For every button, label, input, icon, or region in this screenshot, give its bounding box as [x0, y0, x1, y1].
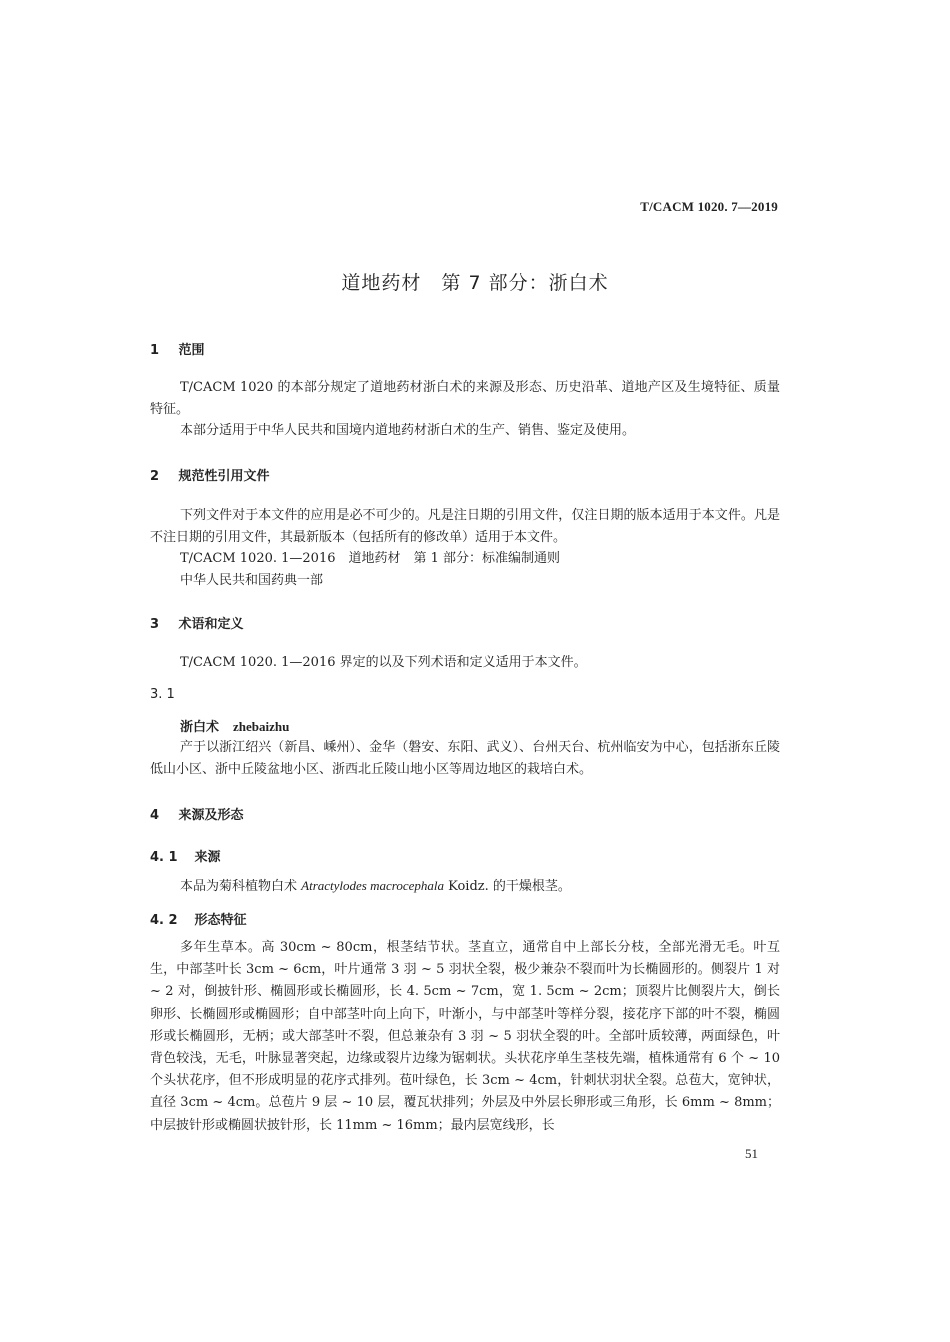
morphology-paragraph: 多年生草本。高 30cm ~ 80cm，根茎结节状。茎直立，通常自中上部长分枝，全部光滑无毛。叶互生，中部茎叶长 3cm ~ 6cm，叶片通常 3 羽 ~ 5 羽状全裂，极少兼杂不裂而叶为长椭圆形的。侧裂片 1 对 ~ 2 对，倒披针形、椭圆形或长椭圆形，长 4. 5cm ~ 7cm，宽 1. 5cm ~ 2cm；顶裂片比侧裂片大，倒长卵形、长椭圆形或椭圆形；自中部茎叶向上向下，叶渐小，与中部茎叶等样分裂，接花序下部的叶不裂，椭圆形或长椭圆形，无柄；或大部茎叶不裂，但总兼杂有 3 羽 ~ 5 羽状全裂的叶。全部叶质较薄，两面绿色，叶背色较浅，无毛，叶脉显著突起，边缘或裂片边缘为锯刺状。头状花序单生茎枝先端，植株通常有 6 个 ~ 10 个头状花序，但不形成明显的花序式排列。苞叶绿色，长 3cm ~ 4cm，针刺状羽状全裂。总苞大，宽钟状，直径 3cm ~ 4cm。总苞片 9 层 ~ 10 层，覆瓦状排列；外层及中外层长卵形或三角形，长 6mm ~ 8mm；中层披针形或椭圆状披针形，长 11mm ~ 16mm；最内层宽线形，长: [150, 940, 780, 1133]
term-entry: [180, 716, 289, 739]
source-text-after: Koidz. 的干燥根茎。: [443, 879, 571, 894]
subsection-4-2-heading: [150, 909, 247, 928]
section-title: 范围: [178, 343, 205, 358]
section-number: 1: [150, 343, 160, 358]
page-number: 51: [745, 1146, 758, 1161]
reference-item-2: 中华人民共和国药典一部: [180, 573, 324, 588]
section-3-heading: [150, 613, 244, 632]
section-title: 来源: [194, 850, 221, 865]
section-title: 形态特征: [194, 913, 247, 928]
standard-code: T/CACM 1020. 7—2019: [640, 199, 778, 214]
section-title: 术语和定义: [178, 617, 244, 632]
section-2-heading: [150, 465, 270, 484]
section-number: 4. 1: [150, 850, 178, 865]
reference-item-1: T/CACM 1020. 1—2016 道地药材 第 1 部分：标准编制通则: [180, 551, 561, 566]
term-chinese: 浙白术: [180, 720, 220, 735]
scope-paragraph-2: 本部分适用于中华人民共和国境内道地药材浙白术的生产、销售、鉴定及使用。: [180, 423, 636, 438]
source-text-before: 本品为菊科植物白术: [180, 879, 302, 894]
section-number: 3: [150, 617, 160, 632]
subsection-4-1-heading: [150, 846, 221, 865]
source-paragraph: [180, 875, 571, 898]
section-title: 来源及形态: [178, 808, 244, 823]
document-title: 道地药材 第 7 部分：浙白术: [341, 272, 609, 294]
section-title: 规范性引用文件: [178, 469, 270, 484]
terms-intro: T/CACM 1020. 1—2016 界定的以及下列术语和定义适用于本文件。: [180, 655, 587, 670]
subsection-3-1-number: 3. 1: [150, 687, 175, 702]
scope-paragraph-1: T/CACM 1020 的本部分规定了道地药材浙白术的来源及形态、历史沿革、道地产区及生境特征、质量特征。: [150, 380, 780, 417]
section-4-heading: [150, 804, 244, 823]
section-number: 2: [150, 469, 160, 484]
section-number: 4: [150, 808, 160, 823]
normative-paragraph: 下列文件对于本文件的应用是必不可少的。凡是注日期的引用文件，仅注日期的版本适用于本文件。凡是不注日期的引用文件，其最新版本（包括所有的修改单）适用于本文件。: [150, 508, 780, 545]
latin-species-name: Atractylodes macrocephala: [301, 878, 444, 893]
section-1-heading: [150, 339, 205, 358]
section-number: 4. 2: [150, 913, 178, 928]
term-pinyin: zhebaizhu: [233, 719, 290, 734]
term-definition: 产于以浙江绍兴（新昌、嵊州）、金华（磐安、东阳、武义）、台州天台、杭州临安为中心，包括浙东丘陵低山小区、浙中丘陵盆地小区、浙西北丘陵山地小区等周边地区的栽培白术。: [150, 740, 780, 777]
